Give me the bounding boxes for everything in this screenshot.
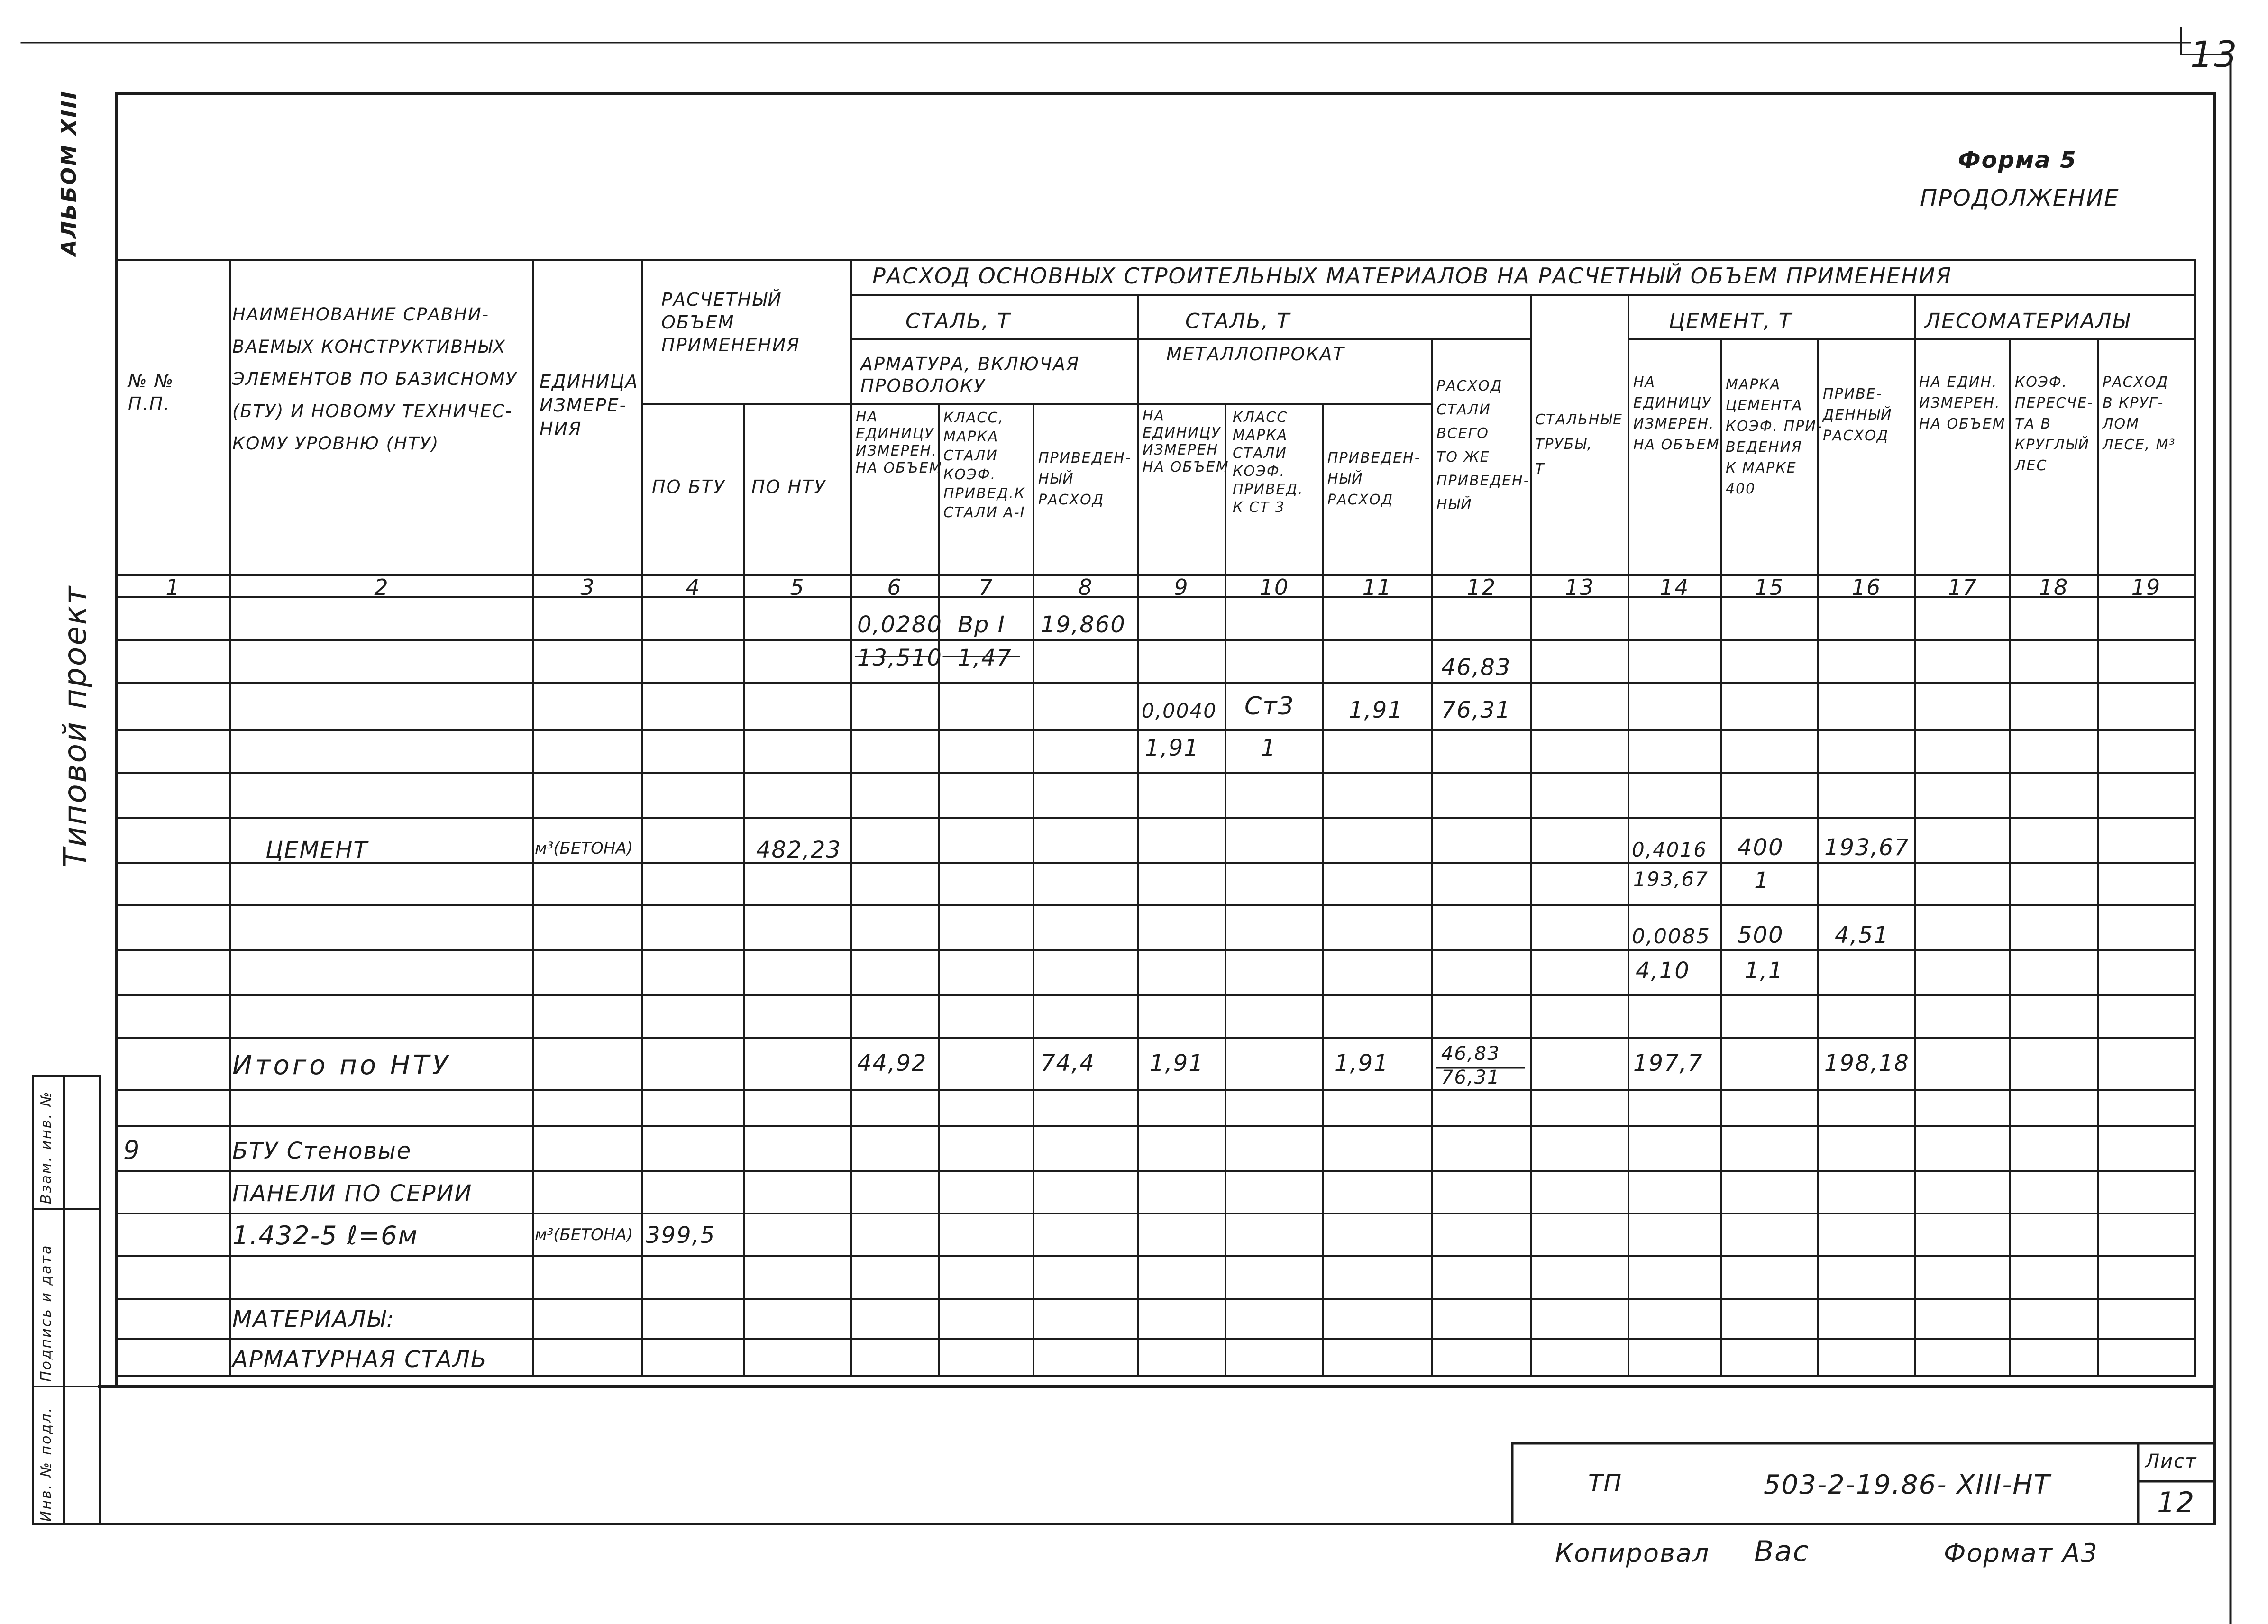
col-header-16: ПРИВЕ- ДЕННЫЙ РАСХОД xyxy=(1823,386,1893,444)
form-subtitle: ПРОДОЛЖЕНИЕ xyxy=(1920,185,2120,211)
col-header-19: РАСХОД В КРУГ- ЛОМ ЛЕСЕ, М³ xyxy=(2103,374,2176,453)
col-header-8: ПРИВЕДЕН- НЫЙ РАСХОД xyxy=(1038,450,1132,508)
col-number: 3 xyxy=(580,575,595,600)
margin-label-sign: Подпись и дата xyxy=(38,1244,55,1382)
col-number: 11 xyxy=(1362,575,1392,600)
cell-r6-c3: м³(БЕТОНА) xyxy=(535,839,633,858)
cell-r7-c14: 193,67 xyxy=(1633,867,1709,891)
col-header-18: КОЭФ. ПЕРЕСЧЕ- ТА В КРУГЛЫЙ ЛЕС xyxy=(2015,374,2094,474)
paper-format: Формат А3 xyxy=(1944,1538,2098,1568)
cell-r15-c3: м³(БЕТОНА) xyxy=(535,1225,633,1244)
side-label-project: Типовой проект xyxy=(57,584,93,867)
col-number: 6 xyxy=(887,575,902,600)
col-header-5: ПО НТУ xyxy=(751,476,826,497)
col-header-11: ПРИВЕДЕН- НЫЙ РАСХОД xyxy=(1327,450,1421,508)
col-header-14: НА ЕДИНИЦУ ИЗМЕРЕН. НА ОБЪЕМ xyxy=(1633,374,1720,453)
col-number: 2 xyxy=(374,575,389,600)
col-header-10: КЛАСС МАРКА СТАЛИ КОЭФ. ПРИВЕД. К СТ 3 xyxy=(1233,409,1304,516)
cell-r9-c15: 1,1 xyxy=(1745,958,1784,984)
col-header-13: СТАЛЬНЫЕ ТРУБЫ, Т xyxy=(1535,411,1623,477)
cell-r8-c14: 0,0085 xyxy=(1632,924,1710,949)
cell-r6-c15: 400 xyxy=(1738,834,1784,861)
col-header-steel-1: СТАЛЬ, Т xyxy=(905,309,1011,333)
cell-r2-c6: 13,510 xyxy=(857,645,942,671)
col-header-2: НАИМЕНОВАНИЕ СРАВНИ- ВАЕМЫХ КОНСТРУКТИВНЫХ ЭЛЕМЕНТОВ ПО БАЗИСНОМУ (БТУ) И НОВОМУ ТЕХНИЧЕС- КОМУ УРОВНЮ (НТУ) xyxy=(232,304,518,454)
cell-total-c16: 198,18 xyxy=(1824,1050,1910,1077)
cell-total-c11: 1,91 xyxy=(1335,1050,1389,1077)
cell-r3-c12: 76,31 xyxy=(1441,697,1511,723)
col-number: 10 xyxy=(1259,575,1289,600)
col-number: 19 xyxy=(2131,575,2161,600)
col-header-lumber: ЛЕСОМАТЕРИАЛЫ xyxy=(1925,309,2131,333)
col-header-steel-2: СТАЛЬ, Т xyxy=(1185,309,1290,333)
form-title: Форма 5 xyxy=(1958,147,2077,173)
col-number: 15 xyxy=(1754,575,1784,600)
col-header-3: ЕДИНИЦА ИЗМЕРЕ- НИЯ xyxy=(540,371,639,439)
col-number: 1 xyxy=(165,575,181,600)
col-header-12: РАСХОД СТАЛИ ВСЕГО ТО ЖЕ ПРИВЕДЕН- НЫЙ xyxy=(1436,378,1530,513)
cell-r4-c10: 1 xyxy=(1261,735,1277,761)
col-number: 5 xyxy=(790,575,805,600)
cell-total-c14: 197,7 xyxy=(1633,1050,1703,1077)
col-header-cement: ЦЕМЕНТ, Т xyxy=(1669,309,1792,333)
cell-r17-c2: МАТЕРИАЛЫ: xyxy=(232,1306,395,1332)
stamp-code: 503-2-19.86- XIII-НТ xyxy=(1764,1469,2051,1500)
cell-r6-c14: 0,4016 xyxy=(1632,838,1707,861)
col-number: 17 xyxy=(1948,575,1978,600)
col-number: 14 xyxy=(1659,575,1690,600)
cell-r3-c9: 0,0040 xyxy=(1142,699,1217,722)
stamp-tp: ТП xyxy=(1588,1469,1623,1497)
col-number: 18 xyxy=(2039,575,2069,600)
col-header-17: НА ЕДИН. ИЗМЕРЕН. НА ОБЪЕМ xyxy=(1919,374,2006,432)
cell-r3-c11: 1,91 xyxy=(1349,697,1403,723)
group-header-materials: РАСХОД ОСНОВНЫХ СТРОИТЕЛЬНЫХ МАТЕРИАЛОВ НА РАСЧЕТНЫЙ ОБЪЕМ ПРИМЕНЕНИЯ xyxy=(872,263,1952,289)
cell-r3-c10: Ст3 xyxy=(1244,692,1295,721)
cell-r1-c7: Вр I xyxy=(958,611,1006,638)
cell-r14-c2: ПАНЕЛИ ПО СЕРИИ xyxy=(232,1180,473,1207)
cell-r13-c2: БТУ Стеновые xyxy=(232,1138,412,1164)
album-label: АЛЬБОМ XIII xyxy=(57,90,81,256)
cell-r13-c1: 9 xyxy=(123,1135,141,1165)
col-number: 7 xyxy=(979,575,994,600)
cell-r8-c16: 4,51 xyxy=(1835,922,1889,949)
cell-total-c8: 74,4 xyxy=(1041,1050,1095,1077)
stamp-sheet-number: 12 xyxy=(2157,1486,2195,1519)
col-number: 8 xyxy=(1078,575,1093,600)
cell-r6-c2: ЦЕМЕНТ xyxy=(265,837,368,863)
copied-signature: Вас xyxy=(1754,1535,1810,1568)
cell-total-c6: 44,92 xyxy=(857,1050,927,1077)
col-number: 13 xyxy=(1564,575,1595,600)
cell-r15-c4: 399,5 xyxy=(646,1222,716,1249)
cell-r1-c6: 0,0280 xyxy=(857,611,942,638)
cell-total-c12-bottom: 76,31 xyxy=(1441,1067,1500,1088)
cell-total-c12-top: 46,83 xyxy=(1441,1043,1500,1065)
stamp-sheet-label: Лист xyxy=(2145,1451,2197,1472)
col-header-4: ПО БТУ xyxy=(652,476,726,497)
cell-r9-c14: 4,10 xyxy=(1636,958,1690,984)
col-header-1: № № П.П. xyxy=(128,371,174,414)
col-header-armature: АРМАТУРА, ВКЛЮЧАЯ ПРОВОЛОКУ xyxy=(860,354,1080,396)
cell-r18-c2: АРМАТУРНАЯ СТАЛЬ xyxy=(232,1346,487,1373)
col-number: 16 xyxy=(1851,575,1882,600)
col-header-metal: МЕТАЛЛОПРОКАТ xyxy=(1166,344,1345,365)
cell-r7-c15: 1 xyxy=(1754,867,1770,894)
cell-total-label: Итого по НТУ xyxy=(232,1050,451,1081)
page-number: 13 xyxy=(2190,33,2238,75)
cell-r4-c9: 1,91 xyxy=(1145,735,1199,761)
cell-r6-c16: 193,67 xyxy=(1824,834,1910,861)
col-header-15: МАРКА ЦЕМЕНТА КОЭФ. ПРИ- ВЕДЕНИЯ К МАРКЕ 400 xyxy=(1726,376,1823,497)
col-header-6: НА ЕДИНИЦУ ИЗМЕРЕН. НА ОБЪЕМ xyxy=(856,409,942,476)
cell-r1-c8: 19,860 xyxy=(1041,611,1126,638)
col-header-9: НА ЕДИНИЦУ ИЗМЕРЕН НА ОБЪЕМ xyxy=(1143,408,1229,475)
col-header-45: РАСЧЕТНЫЙ ОБЪЕМ ПРИМЕНЕНИЯ xyxy=(661,289,800,356)
copied-by: Копировал xyxy=(1555,1538,1710,1568)
cell-r2-c12: 46,83 xyxy=(1441,654,1511,681)
cell-r15-c2: 1.432-5 ℓ=6м xyxy=(232,1221,419,1250)
cell-r2-c7: 1,47 xyxy=(958,645,1012,671)
cell-total-c9: 1,91 xyxy=(1150,1050,1204,1077)
col-number: 9 xyxy=(1174,575,1189,600)
margin-label-inv: Инв. № подл. xyxy=(38,1406,55,1522)
cell-r6-c5: 482,23 xyxy=(756,837,841,863)
col-header-7: КЛАСС, МАРКА СТАЛИ КОЭФ. ПРИВЕД.К СТАЛИ А-I xyxy=(943,410,1025,521)
col-number: 12 xyxy=(1466,575,1497,600)
margin-label-replace: Взам. инв. № xyxy=(38,1090,55,1204)
cell-r8-c15: 500 xyxy=(1738,922,1784,949)
col-number: 4 xyxy=(686,575,701,600)
